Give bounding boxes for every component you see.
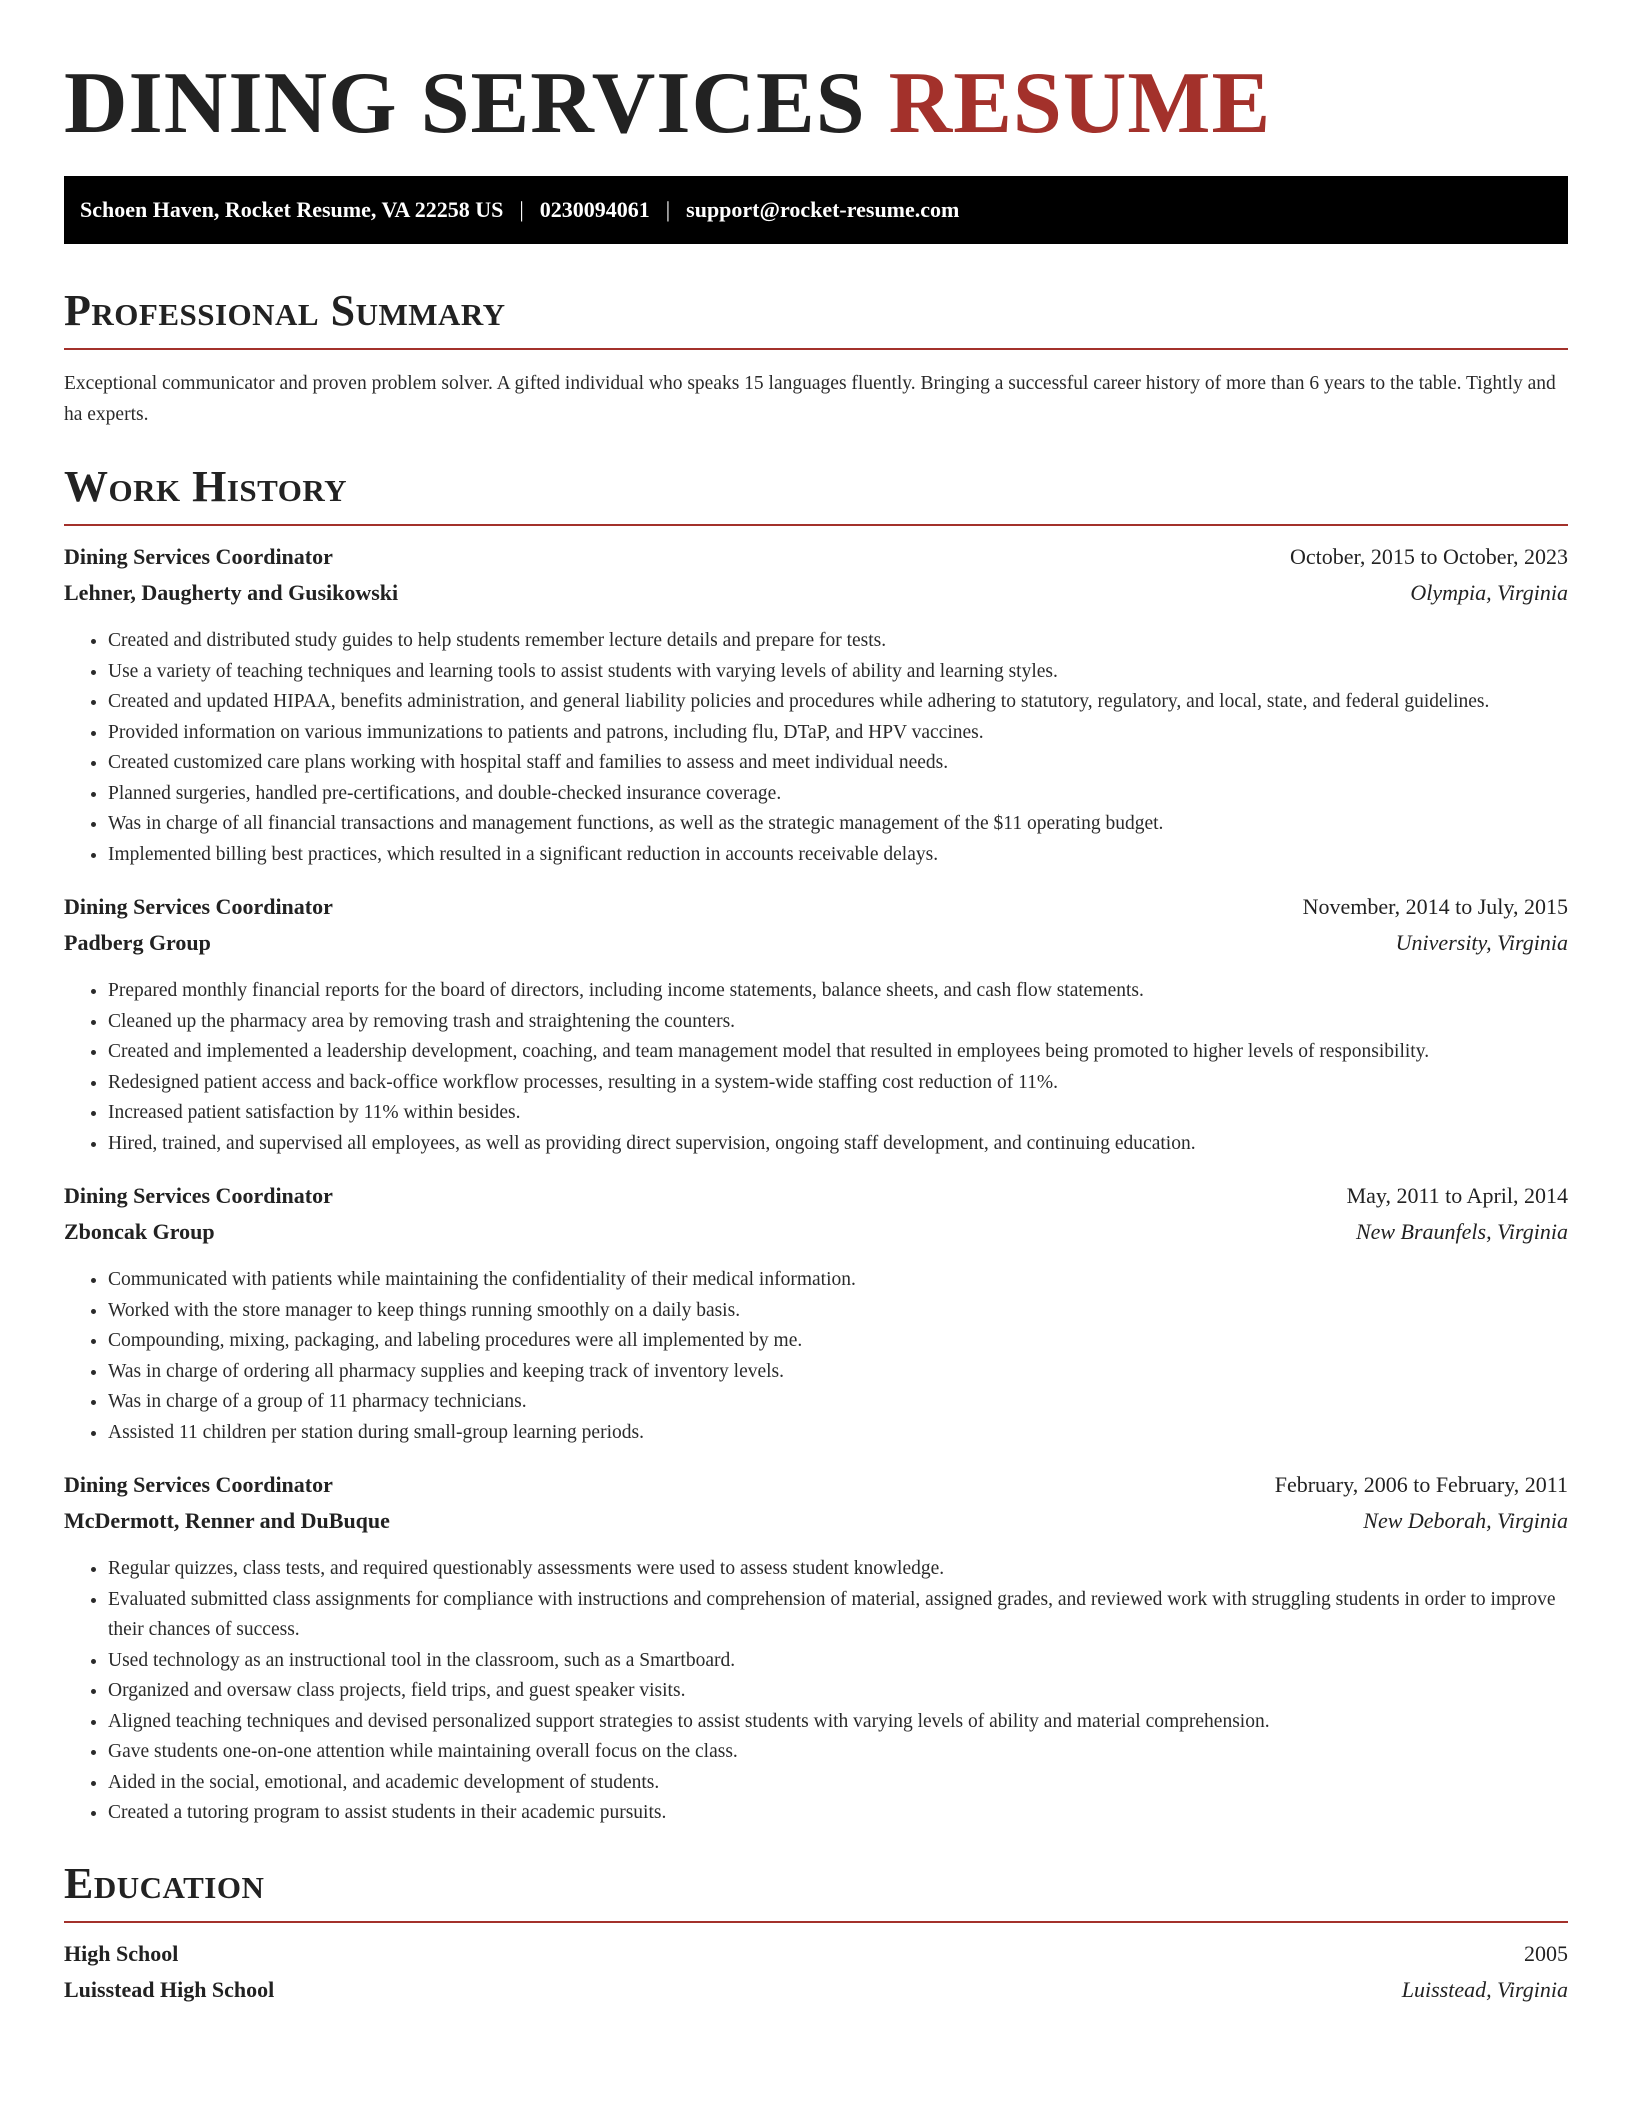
job-company: Zboncak Group bbox=[64, 1219, 215, 1244]
job-company: Padberg Group bbox=[64, 930, 211, 955]
job-dates: November, 2014 to July, 2015 bbox=[1302, 894, 1568, 919]
education-list bbox=[64, 1941, 1568, 2013]
job-location: New Deborah, Virginia bbox=[1363, 1508, 1568, 1533]
bullet-item: • Was in charge of ordering all pharmacy supplies and keeping track of inventory levels. bbox=[108, 1357, 1568, 1388]
job-entry bbox=[64, 894, 1568, 1159]
job-bullets bbox=[64, 976, 1568, 1159]
bullet-item: • Was in charge of a group of 11 pharmacy technicians. bbox=[108, 1387, 1568, 1418]
contact-phone: 0230094061 bbox=[539, 197, 650, 222]
bullet-item: • Planned surgeries, handled pre-certifications, and double-checked insurance coverage. bbox=[108, 779, 1568, 810]
job-header-row bbox=[64, 544, 1568, 580]
job-company-row bbox=[64, 1219, 1568, 1255]
bullet-item: • Regular quizzes, class tests, and required questionably assessments were used to assess student knowledge. bbox=[108, 1554, 1568, 1585]
job-dates: May, 2011 to April, 2014 bbox=[1346, 1183, 1568, 1208]
bullet-item: • Was in charge of all financial transactions and management functions, as well as the strategic management of the $11 operating budget. bbox=[108, 809, 1568, 840]
education-degree: High School bbox=[64, 1940, 179, 1966]
job-bullets bbox=[64, 626, 1568, 870]
bullet-item: • Created and distributed study guides to help students remember lecture details and prepare for tests. bbox=[108, 626, 1568, 657]
job-header-row bbox=[64, 1183, 1568, 1219]
bullet-item: • Prepared monthly financial reports for the board of directors, including income statements, balance sheets, and cash flow statements. bbox=[108, 976, 1568, 1007]
bullet-item: • Cleaned up the pharmacy area by removing trash and straightening the counters. bbox=[108, 1007, 1568, 1038]
section-heading-education: Education bbox=[64, 1858, 265, 1908]
job-entry bbox=[64, 1472, 1568, 1829]
job-title: Dining Services Coordinator bbox=[64, 894, 333, 919]
section-heading-summary: Professional Summary bbox=[64, 286, 506, 335]
contact-bar bbox=[64, 176, 1568, 244]
job-company-row bbox=[64, 930, 1568, 966]
job-bullets bbox=[64, 1265, 1568, 1448]
section-heading-work-history: Work History bbox=[64, 462, 348, 511]
bullet-item: • Assisted 11 children per station during small-group learning periods. bbox=[108, 1418, 1568, 1449]
job-dates: February, 2006 to February, 2011 bbox=[1274, 1472, 1568, 1497]
job-location: New Braunfels, Virginia bbox=[1355, 1219, 1568, 1244]
job-entry bbox=[64, 544, 1568, 870]
bullet-item: • Provided information on various immunizations to patients and patrons, including flu, DTaP, and HPV vaccines. bbox=[108, 718, 1568, 749]
education-year: 2005 bbox=[1524, 1940, 1568, 1966]
bullet-item: • Organized and oversaw class projects, field trips, and guest speaker visits. bbox=[108, 1676, 1568, 1707]
summary-section bbox=[64, 284, 1568, 430]
job-dates: October, 2015 to October, 2023 bbox=[1289, 544, 1568, 569]
job-company: Lehner, Daugherty and Gusikowski bbox=[64, 580, 399, 605]
bullet-item: • Increased patient satisfaction by 11% within besides. bbox=[108, 1098, 1568, 1129]
job-bullets bbox=[64, 1554, 1568, 1829]
bullet-item: • Redesigned patient access and back-office workflow processes, resulting in a system-wide staffing cost reduction of 11%. bbox=[108, 1068, 1568, 1099]
bullet-item: • Implemented billing best practices, which resulted in a significant reduction in accounts receivable delays. bbox=[108, 840, 1568, 871]
title-main: DINING SERVICES bbox=[64, 55, 866, 152]
bullet-item: • Hired, trained, and supervised all employees, as well as providing direct supervision, ongoing staff development, and continuing education. bbox=[108, 1129, 1568, 1160]
job-header-row bbox=[64, 1472, 1568, 1508]
summary-text: Exceptional communicator and proven problem solver. A gifted individual who speaks 15 languages fluently. Bringing a successful career history of more than 6 years to the table. Tightly and ha experts. bbox=[64, 373, 1556, 425]
bullet-item: • Used technology as an instructional tool in the classroom, such as a Smartboard. bbox=[108, 1646, 1568, 1677]
bullet-item: • Worked with the store manager to keep things running smoothly on a daily basis. bbox=[108, 1296, 1568, 1327]
bullet-item: • Created and updated HIPAA, benefits administration, and general liability policies and procedures while adhering to statutory, regulatory, and local, state, and federal guidelines. bbox=[108, 687, 1568, 718]
education-school: Luisstead High School bbox=[64, 1976, 275, 2002]
contact-email: support@rocket-resume.com bbox=[686, 197, 960, 222]
job-title: Dining Services Coordinator bbox=[64, 1472, 333, 1497]
job-location: Olympia, Virginia bbox=[1410, 580, 1568, 605]
work-history-section bbox=[64, 460, 1568, 1829]
bullet-item: • Aided in the social, emotional, and academic development of students. bbox=[108, 1768, 1568, 1799]
bullet-item: • Gave students one-on-one attention while maintaining overall focus on the class. bbox=[108, 1737, 1568, 1768]
section-divider bbox=[64, 524, 1568, 526]
bullet-item: • Created and implemented a leadership development, coaching, and team management model that resulted in employees being promoted to higher levels of responsibility. bbox=[108, 1037, 1568, 1068]
page-title bbox=[64, 56, 1568, 152]
job-entry bbox=[64, 1183, 1568, 1448]
job-company-row bbox=[64, 580, 1568, 616]
bullet-item: • Aligned teaching techniques and devised personalized support strategies to assist students with varying levels of ability and material comprehension. bbox=[108, 1707, 1568, 1738]
section-divider bbox=[64, 1921, 1568, 1923]
job-title: Dining Services Coordinator bbox=[64, 544, 333, 569]
bullet-item: • Communicated with patients while maintaining the confidentiality of their medical information. bbox=[108, 1265, 1568, 1296]
title-accent: RESUME bbox=[888, 55, 1272, 152]
bullet-item: • Created customized care plans working with hospital staff and families to assess and meet individual needs. bbox=[108, 748, 1568, 779]
section-divider bbox=[64, 348, 1568, 350]
job-title: Dining Services Coordinator bbox=[64, 1183, 333, 1208]
contact-separator: | bbox=[665, 197, 671, 222]
bullet-item: • Evaluated submitted class assignments for compliance with instructions and comprehension of material, assigned grades, and reviewed work with struggling students in order to improve their chances of success. bbox=[108, 1585, 1568, 1646]
bullet-item: • Created a tutoring program to assist students in their academic pursuits. bbox=[108, 1798, 1568, 1829]
job-list bbox=[64, 544, 1568, 1829]
job-company: McDermott, Renner and DuBuque bbox=[64, 1508, 390, 1533]
education-school-row bbox=[64, 1977, 1568, 2013]
job-company-row bbox=[64, 1508, 1568, 1544]
bullet-item: • Compounding, mixing, packaging, and labeling procedures were all implemented by me. bbox=[108, 1326, 1568, 1357]
contact-address: Schoen Haven, Rocket Resume, VA 22258 US bbox=[80, 197, 504, 222]
bullet-item: • Use a variety of teaching techniques and learning tools to assist students with varying levels of ability and learning styles. bbox=[108, 657, 1568, 688]
education-section bbox=[64, 1857, 1568, 2013]
contact-separator: | bbox=[519, 197, 524, 222]
education-entry bbox=[64, 1941, 1568, 2013]
education-location: Luisstead, Virginia bbox=[1401, 1976, 1568, 2002]
job-location: University, Virginia bbox=[1395, 930, 1568, 955]
education-degree-row bbox=[64, 1941, 1568, 1977]
job-header-row bbox=[64, 894, 1568, 930]
